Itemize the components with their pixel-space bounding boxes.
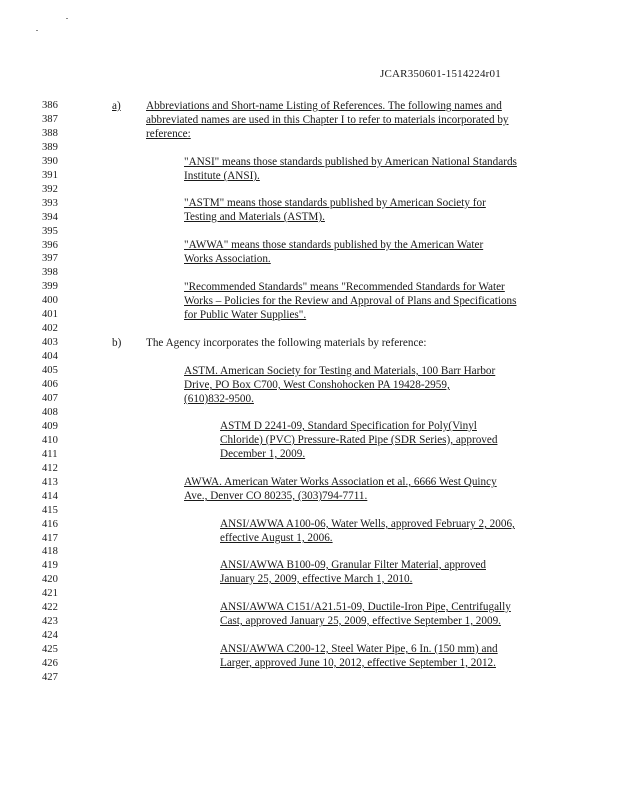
definition-astm: Testing and Materials (ASTM). [184,211,325,223]
line-number: 386 [42,100,58,111]
line-number: 423 [42,616,58,628]
line-number: 417 [42,532,58,544]
definition-ansi: "ANSI" means those standards published by American National Standards [184,156,517,168]
line-number: 409 [42,420,58,432]
awwa-standard-a100: ANSI/AWWA A100-06, Water Wells, approved February 2, 2006, [220,518,515,530]
astm-standard: December 1, 2009. [220,448,306,460]
awwa-standard-c200: Larger, approved June 10, 2012, effective September 1, 2012. [220,657,496,669]
awwa-standard-b100: January 25, 2009, effective March 1, 2010. [220,573,413,585]
astm-organization: (610)832-9500. [184,393,254,405]
awwa-organization: Ave., Denver CO 80235, (303)794-7711. [184,490,368,502]
line-number: 394 [42,211,58,223]
line-number: 403 [42,337,58,349]
scan-speck [66,18,68,19]
line-number: 407 [42,392,58,404]
line-number: 413 [42,476,58,488]
section-a-intro-line: reference: [146,128,191,140]
line-number: 414 [42,490,58,502]
awwa-standard-a100: effective August 1, 2006. [220,532,333,544]
line-number: 389 [42,141,58,153]
scan-speck [36,30,38,31]
line-number: 406 [42,379,58,390]
definition-awwa: Works Association. [184,253,271,265]
line-number: 388 [42,127,58,139]
astm-standard: Chloride) (PVC) Pressure-Rated Pipe (SDR Series), approved [220,434,498,446]
section-b-intro: The Agency incorporates the following materials by reference: [146,337,427,349]
astm-organization: Drive, PO Box C700, West Conshohocken PA 19428-2959, [184,379,450,391]
line-number: 427 [42,671,58,683]
line-number: 426 [42,658,58,669]
definition-recommended-standards: Works – Policies for the Review and Approval of Plans and Specifications [184,295,517,307]
line-number: 410 [42,434,58,446]
awwa-standard-b100: ANSI/AWWA B100-09, Granular Filter Material, approved [220,559,486,571]
line-number: 390 [42,155,58,167]
definition-astm: "ASTM" means those standards published by American Society for [184,197,486,209]
section-a-intro-line: Abbreviations and Short-name Listing of References. The following names and [146,100,502,112]
line-number: 398 [42,267,58,279]
line-number: 422 [42,602,58,614]
line-number: 411 [42,448,58,460]
line-number: 387 [42,114,58,125]
line-number: 415 [42,504,58,516]
line-number: 408 [42,406,58,418]
section-a-intro-line: abbreviated names are used in this Chapter I to refer to materials incorporated by [146,114,509,126]
line-number: 400 [42,295,58,307]
line-number: 392 [42,183,58,195]
line-number: 402 [42,323,58,335]
line-number: 405 [42,365,58,377]
line-number: 418 [42,546,58,558]
line-number: 397 [42,253,58,265]
astm-organization: ASTM. American Society for Testing and Materials, 100 Barr Harbor [184,365,496,377]
line-number: 395 [42,225,58,237]
line-number: 421 [42,588,58,600]
awwa-standard-c151: Cast, approved January 25, 2009, effective September 1, 2009. [220,615,501,627]
definition-recommended-standards: "Recommended Standards" means "Recommended Standards for Water [184,281,505,293]
line-number: 419 [42,560,58,572]
line-number: 393 [42,197,58,209]
line-number: 416 [42,518,58,530]
awwa-organization: AWWA. American Water Works Association et al., 6666 West Quincy [184,476,497,488]
section-a-label: a) [112,100,121,112]
line-number: 396 [42,239,58,251]
document-id: JCAR350601-1514224r01 [380,68,501,80]
line-number: 420 [42,574,58,586]
awwa-standard-c151: ANSI/AWWA C151/A21.51-09, Ductile-Iron Pipe, Centrifugally [220,601,511,613]
line-number: 425 [42,644,58,655]
line-number: 412 [42,462,58,474]
awwa-standard-c200: ANSI/AWWA C200-12, Steel Water Pipe, 6 In. (150 mm) and [220,643,498,655]
line-number: 399 [42,281,58,293]
section-b-label: b) [112,337,122,349]
definition-ansi: Institute (ANSI). [184,170,260,182]
astm-standard: ASTM D 2241-09, Standard Specification for Poly(Vinyl [220,420,477,432]
line-number: 401 [42,309,58,321]
line-number: 424 [42,630,58,642]
line-number: 391 [42,169,58,181]
definition-recommended-standards: for Public Water Supplies". [184,309,307,321]
line-number: 404 [42,351,58,363]
definition-awwa: "AWWA" means those standards published by the American Water [184,239,484,251]
